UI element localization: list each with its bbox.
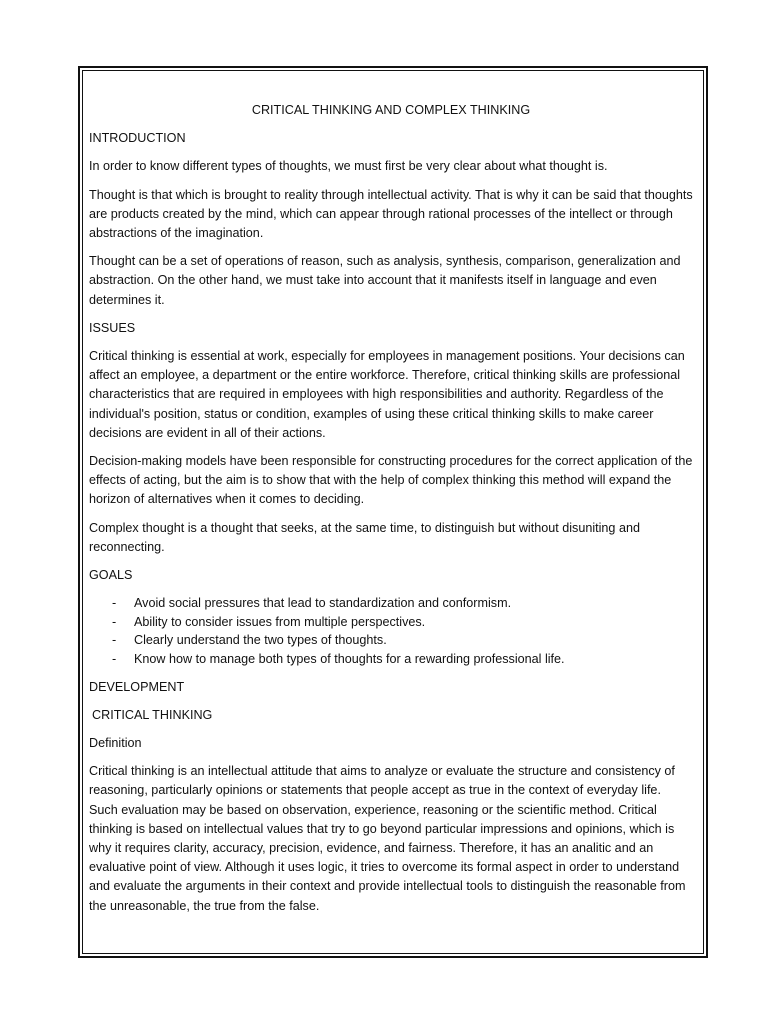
goals-item-text: Avoid social pressures that lead to standardization and conformism. bbox=[134, 596, 512, 611]
document-body bbox=[89, 101, 693, 925]
issues-paragraph-1: Critical thinking is essential at work, especially for employees in management positions. Your decisions can affect an employee, a department or the entire workforce. Therefore, critical thinking skills are professional characteristics that are required in employees with high responsibilities and authority. Regardless of the individual's position, status or condition, examples of using these critical thinking skills to make career decisions are evident in all of their actions. bbox=[89, 349, 685, 440]
goals-list-item bbox=[112, 631, 693, 650]
heading-issues: ISSUES bbox=[89, 320, 136, 335]
bullet-dash: - bbox=[112, 614, 117, 629]
bullet-dash: - bbox=[112, 633, 117, 648]
introduction-paragraph-3: Thought can be a set of operations of reason, such as analysis, synthesis, comparison, generalization and abstraction. On the other hand, we must take into account that it manifests itself in language and even determines it. bbox=[89, 254, 681, 307]
issues-paragraph-2: Decision-making models have been responsible for constructing procedures for the correct application of the effects of acting, but the aim is to show that with the help of complex thinking this method will expand the horizon of alternatives when it comes to deciding. bbox=[89, 454, 693, 507]
goals-list-item bbox=[112, 594, 693, 613]
heading-goals: GOALS bbox=[89, 568, 133, 583]
goals-item-text: Know how to manage both types of thoughts for a rewarding professional life. bbox=[134, 652, 565, 667]
goals-item-text: Ability to consider issues from multiple perspectives. bbox=[134, 614, 426, 629]
subheading-critical-thinking: CRITICAL THINKING bbox=[92, 707, 213, 722]
issues-paragraph-3: Complex thought is a thought that seeks, at the same time, to distinguish but without disuniting and reconnecting. bbox=[89, 520, 640, 554]
bullet-dash: - bbox=[112, 652, 117, 667]
goals-list-item bbox=[112, 613, 693, 632]
goals-item-text: Clearly understand the two types of thoughts. bbox=[134, 633, 387, 648]
subheading-definition: Definition bbox=[89, 736, 142, 751]
definition-paragraph: Critical thinking is an intellectual attitude that aims to analyze or evaluate the structure and consistency of reasoning, particularly opinions or statements that people accept as true in the context of everyday life. Such evaluation may be based on observation, experience, reasoning or the scientific method. Critical thinking is based on intellectual values that try to go beyond particular impressions and opinions, which is why it requires clarity, accuracy, precision, evidence, and fairness. Therefore, it has an analitic and an evaluative point of view. Although it uses logic, it tries to overcome its formal aspect in order to understand and evaluate the arguments in their context and provide intellectual tools to distinguish the reasonable from the unreasonable, the true from the false. bbox=[89, 764, 686, 913]
introduction-paragraph-2: Thought is that which is brought to reality through intellectual activity. That is why it can be said that thoughts are products created by the mind, which can appear through rational processes of the intellect or through abstractions of the imagination. bbox=[89, 187, 693, 241]
heading-development: DEVELOPMENT bbox=[89, 679, 185, 694]
document-title: CRITICAL THINKING AND COMPLEX THINKING bbox=[251, 103, 531, 117]
heading-introduction: INTRODUCTION bbox=[89, 131, 186, 146]
introduction-paragraph-1: In order to know different types of thoughts, we must first be very clear about what thought is. bbox=[89, 159, 608, 174]
bullet-dash: - bbox=[112, 596, 117, 611]
goals-list-item bbox=[112, 650, 693, 669]
goals-list bbox=[89, 594, 693, 668]
